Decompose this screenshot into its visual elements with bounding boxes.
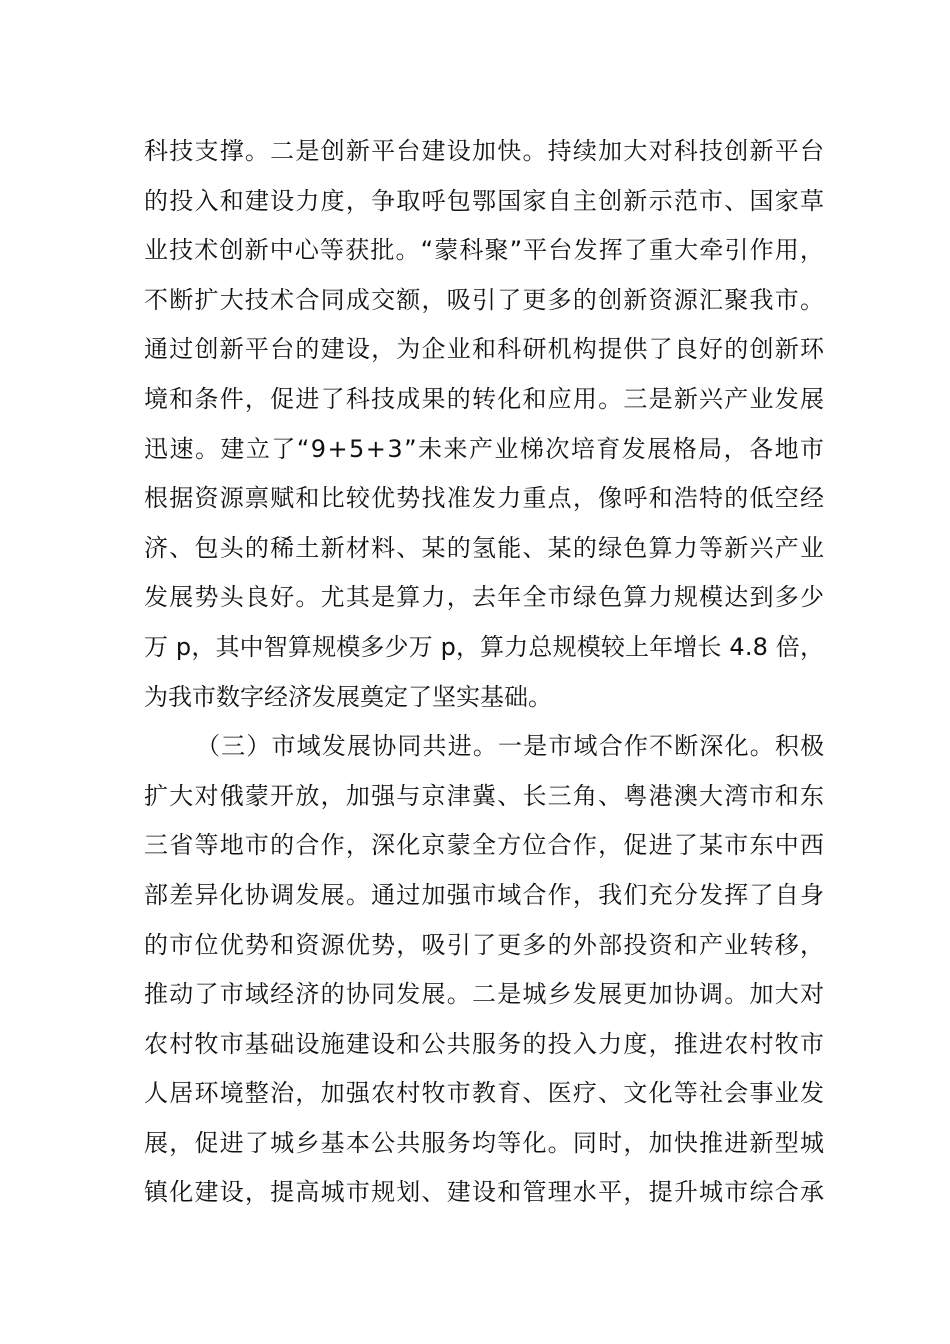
text-line: 推动了市域经济的协同发展。二是城乡发展更加协调。加大对 — [144, 980, 826, 1009]
text-line: 业技术创新中心等获批。“蒙科聚”平台发挥了重大牵引作用， — [144, 236, 826, 265]
text-line: 发展势头良好。尤其是算力，去年全市绿色算力规模达到多少 — [144, 583, 826, 612]
text-line: 三省等地市的合作，深化京蒙全方位合作，促进了某市东中西 — [144, 831, 826, 860]
text-line: 部差异化协调发展。通过加强市域合作，我们充分发挥了自身 — [144, 880, 826, 909]
text-line: 人居环境整治，加强农村牧市教育、医疗、文化等社会事业发 — [144, 1079, 826, 1108]
text-line: 农村牧市基础设施建设和公共服务的投入力度，推进农村牧市 — [144, 1029, 826, 1058]
text-line: 根据资源禀赋和比较优势找准发力重点，像呼和浩特的低空经 — [144, 484, 826, 513]
text-line: 的市位优势和资源优势，吸引了更多的外部投资和产业转移， — [144, 930, 826, 959]
text-line: 不断扩大技术合同成交额，吸引了更多的创新资源汇聚我市。 — [144, 285, 826, 314]
text-line: 镇化建设，提高城市规划、建设和管理水平，提升城市综合承 — [144, 1178, 826, 1207]
body-text — [144, 127, 824, 1218]
text-line: 的投入和建设力度，争取呼包鄂国家自主创新示范市、国家草 — [144, 186, 826, 215]
text-line: 科技支撑。二是创新平台建设加快。持续加大对科技创新平台 — [144, 137, 826, 165]
text-line: 迅速。建立了“9+5+3”未来产业梯次培育发展格局，各地市 — [144, 434, 826, 463]
text-line: 通过创新平台的建设，为企业和科研机构提供了良好的创新环 — [144, 335, 826, 364]
section-heading-line: （三）市域发展协同共进。一是市域合作不断深化。积极 — [196, 732, 826, 761]
text-line: 境和条件，促进了科技成果的转化和应用。三是新兴产业发展 — [144, 384, 826, 413]
text-line: 展，促进了城乡基本公共服务均等化。同时，加快推进新型城 — [144, 1128, 826, 1157]
text-line: 扩大对俄蒙开放，加强与京津冀、长三角、粤港澳大湾市和东 — [144, 781, 826, 810]
text-line: 为我市数字经济发展奠定了坚实基础。 — [144, 682, 552, 711]
text-line: 万 p，其中智算规模多少万 p，算力总规模较上年增长 4.8 倍， — [144, 632, 825, 661]
text-line: 济、包头的稀土新材料、某的氢能、某的绿色算力等新兴产业 — [144, 533, 826, 562]
